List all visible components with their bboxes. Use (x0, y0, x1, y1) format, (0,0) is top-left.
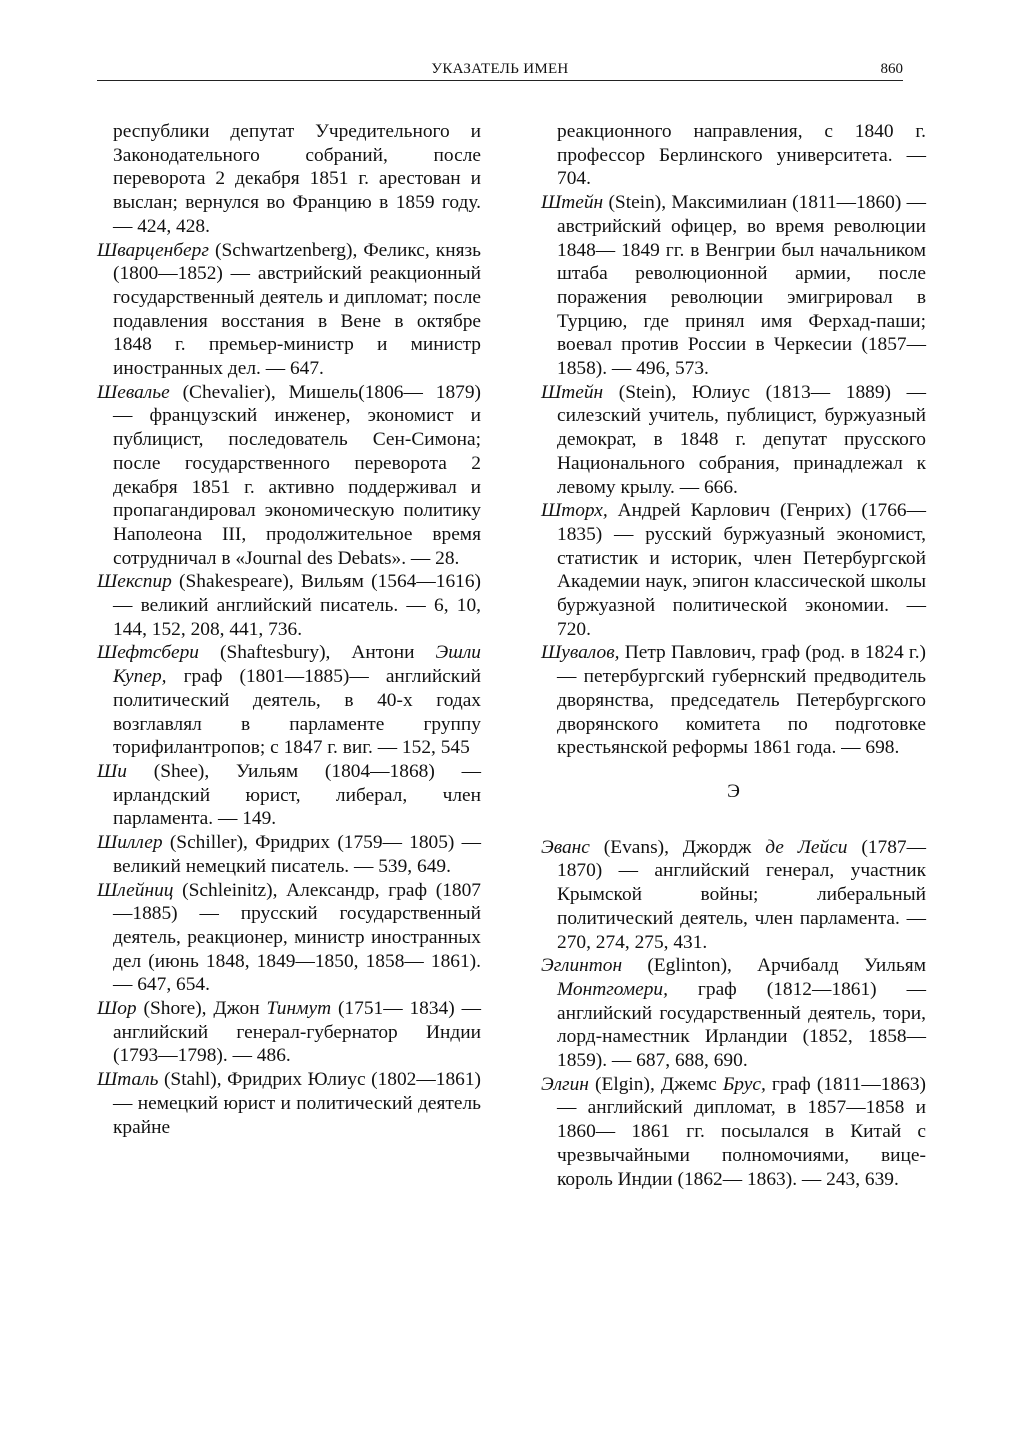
index-entry (97, 760, 481, 831)
index-entry (541, 499, 926, 641)
page-number: 860 (880, 61, 903, 77)
entry-name: Эванс (541, 836, 590, 858)
running-header (97, 58, 903, 81)
entry-text-part: граф (1801—1885)— английский политический деятель, в 40-х годах возглавлял в парламенте группу торифилантропов; с 1847 г. виг. — 152, 545 (113, 666, 481, 759)
entry-text: (Shakespeare), Вильям (1564—1616) — великий английский писатель. — 6, 10, 144, 152, 208, 441, 736. (113, 571, 481, 640)
index-entry (541, 954, 926, 1073)
left-column (97, 120, 481, 1139)
entry-name-part: Брус, (722, 1073, 766, 1095)
index-entry (97, 997, 481, 1068)
entry-text: (Stahl), Фридрих Юлиус (1802—1861) — немецкий юрист и политический деятель крайне (113, 1069, 481, 1138)
index-entry (97, 641, 481, 760)
right-column (541, 120, 926, 1191)
index-entry (541, 1073, 926, 1192)
entry-name: Шталь (97, 1069, 159, 1091)
entry-text: (Eglinton), Арчибалд Уильям (622, 955, 926, 977)
left-entries (97, 239, 481, 1140)
index-entry (541, 836, 926, 955)
entry-text: (Stein), Максимилиан (1811—1860) — австрийский офицер, во время революции 1848— 1849 гг. в Венгрии был начальником штаба революционной армии, после поражения революции эмигрировал в Турцию, где принял имя Ферхад-паши; воевал против России в Черкесии (1857— 1858). — 496, 573. (557, 192, 926, 380)
entry-text: Андрей Карлович (Генрих) (1766—1835) — русский буржуазный экономист, статистик и историк, член Петербургской Академии наук, эпигон классической школы буржуазной политической экономии. — 720. (557, 500, 926, 640)
right-entries (541, 191, 926, 760)
entry-name: Шекспир (97, 571, 172, 593)
entry-text: (Shee), Уильям (1804—1868) — ирландский юрист, либерал, член парламента. — 149. (113, 760, 481, 830)
entry-text-part: (1751— 1834) — английский генерал-губернатор Индии (1793—1798). — 486. (113, 998, 481, 1067)
entry-name: Элгин (541, 1073, 589, 1095)
index-entry (541, 381, 926, 500)
entry-name: Шувалов, (541, 642, 620, 664)
entry-text: (Shore), Джон (136, 998, 267, 1020)
entry-text: (Schiller), Фридрих (1759— 1805) — великий немецкий писатель. — 539, 649. (113, 832, 481, 877)
entry-name-part: Монтгомери, (557, 978, 668, 1000)
index-entry (97, 381, 481, 571)
section-entries (541, 836, 926, 1192)
entry-text: Петр Павлович, граф (род. в 1824 г.) — петербургский губернский предводитель дворянства, председатель Петербургского дворянского комитета по подготовке крестьянской реформы 1861 года. — 698. (557, 642, 926, 759)
entry-name: Эглинтон (541, 955, 623, 977)
header-title: УКАЗАТЕЛЬ ИМЕН (431, 61, 569, 77)
entry-name: Шторх, (541, 500, 608, 522)
entry-text: (Evans), Джордж (589, 836, 766, 858)
entry-text: (Chevalier), Мишель(1806— 1879) — французский инженер, экономист и публицист, последователь Сен-Симона; после государственного переворота 2 декабря 1851 г. активно поддерживал и пропагандировал экономическую политику Наполеона III, продолжительное время сотрудничал в «Journal des Debats». — 28. (113, 381, 481, 569)
entry-name: Шиллер (97, 832, 163, 854)
entry-name: Шефтсбери (97, 642, 199, 664)
index-entry (97, 831, 481, 878)
entry-name: Ши (97, 760, 127, 782)
entry-name: Шлейниц (97, 879, 174, 901)
continued-entry: республики депутат Учредительного и Законодательного собраний, после переворота 2 декабря 1851 г. арестован и выслан; вернулся во Францию в 1859 году. — 424, 428. (113, 121, 481, 237)
entry-text: (Schleinitz), Александр, граф (1807—1885) — прусский государственный деятель, реакционер, министр иностранных дел (июнь 1848, 1849—1850, 1858— 1861). — 647, 654. (113, 879, 481, 996)
entry-text: (Elgin), Джемс (588, 1073, 723, 1095)
index-entry (97, 879, 481, 998)
entry-text-part: (1787—1870) — английский генерал, участник Крымской войны; либеральный политический деятель, член парламента. — 270, 274, 275, 431. (557, 836, 926, 953)
entry-name-part: Тинмут (266, 998, 332, 1020)
index-entry (541, 191, 926, 381)
entry-text: (Schwartzenberg), Феликс, князь (1800—1852) — австрийский реакционный государственный деятель и дипломат; после подавления восстания в Вене в октябре 1848 г. премьер-министр и министр иностранных дел. — 647. (113, 239, 481, 380)
entry-text-part: граф (1811—1863) — английский дипломат, в 1857—1858 и 1860— 1861 гг. посылался в Китай с чрезвычайными полномочиями, вице-король Индии (1862— 1863). — 243, 639. (557, 1073, 926, 1190)
entry-name: Штейн (541, 381, 604, 403)
continued-entry: реакционного направления, с 1840 г. профессор Берлинского университета. — 704. (557, 121, 926, 190)
index-entry (97, 1068, 481, 1139)
index-entry (97, 570, 481, 641)
entry-text: (Shaftesbury), Антони (198, 642, 436, 664)
entry-name: Штейн (541, 192, 604, 214)
entry-name: Шевалье (97, 381, 170, 403)
index-entry (97, 239, 481, 381)
entry-text: (Stein), Юлиус (1813— 1889) — силезский учитель, публицист, буржуазный демократ, в 1848 г. депутат прусского Национального собрания, принадлежал к левому крылу. — 666. (557, 381, 926, 498)
entry-text-part: граф (1812—1861) — английский государственный деятель, тори, лорд-наместник Ирландии (1852, 1858—1859). — 687, 688, 690. (557, 978, 926, 1072)
index-entry (541, 641, 926, 760)
entry-name-part: Эшли Купер, (113, 642, 481, 688)
entry-name-part: де Лейси (765, 836, 848, 858)
entry-name: Шварценберг (97, 239, 209, 261)
section-letter: Э (727, 780, 740, 802)
entry-name: Шор (97, 998, 137, 1020)
